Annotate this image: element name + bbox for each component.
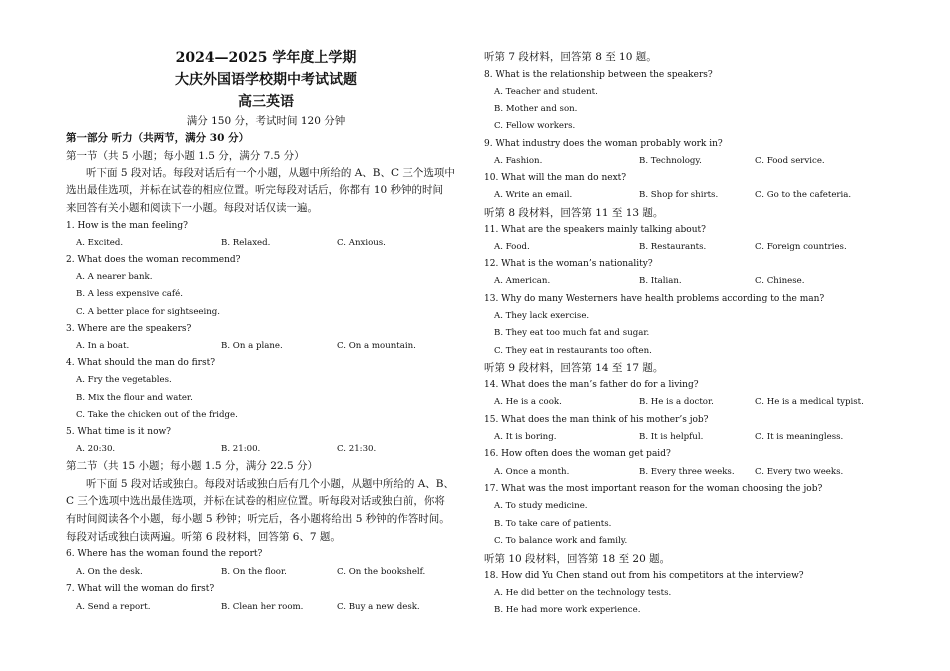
- question-5-option-a[interactable]: A. 20:30.: [76, 444, 116, 454]
- question-4-stem: 4. What should the man do first?: [66, 358, 216, 368]
- question-6-option-b[interactable]: B. On the floor.: [221, 567, 287, 577]
- question-16-option-a[interactable]: A. Once a month.: [494, 467, 570, 477]
- question-8-option-c[interactable]: C. Fellow workers.: [494, 121, 576, 131]
- material-9-heading: 听第 9 段材料，回答第 14 至 17 题。: [484, 362, 664, 374]
- question-2-option-c[interactable]: C. A better place for sightseeing.: [76, 307, 221, 317]
- question-12-stem: 12. What is the woman’s nationality?: [484, 259, 653, 269]
- school-exam-title: 大庆外国语学校期中考试试题: [175, 72, 357, 88]
- question-17-option-a[interactable]: A. To study medicine.: [494, 501, 588, 511]
- question-10-option-a[interactable]: A. Write an email.: [494, 190, 573, 200]
- subject-title: 高三英语: [238, 94, 294, 110]
- question-17-option-c[interactable]: C. To balance work and family.: [494, 536, 628, 546]
- question-2-stem: 2. What does the woman recommend?: [66, 255, 241, 265]
- section2-title: 第二节（共 15 小题；每小题 1.5 分，满分 22.5 分）: [66, 460, 318, 472]
- exam-year-heading: 2024—2025 学年度上学期: [175, 50, 357, 66]
- question-7-option-a[interactable]: A. Send a report.: [76, 602, 151, 612]
- question-16-stem: 16. How often does the woman get paid?: [484, 449, 671, 459]
- section1-instruction-line: 选出最佳选项，并标在试卷的相应位置。听完每段对话后，你都有 10 秒钟的时间: [66, 184, 444, 196]
- section1-instruction-line: 来回答有关小题和阅读下一小题。每段对话仅读一遍。: [66, 202, 318, 214]
- question-10-stem: 10. What will the man do next?: [484, 173, 627, 183]
- question-9-stem: 9. What industry does the woman probably work in?: [484, 139, 723, 149]
- material-7-heading: 听第 7 段材料，回答第 8 至 10 题。: [484, 51, 657, 63]
- question-15-option-c[interactable]: C. It is meaningless.: [755, 432, 844, 442]
- question-12-option-b[interactable]: B. Italian.: [639, 276, 682, 286]
- question-14-option-a[interactable]: A. He is a cook.: [494, 397, 562, 407]
- question-6-option-c[interactable]: C. On the bookshelf.: [337, 567, 426, 577]
- question-11-option-c[interactable]: C. Foreign countries.: [755, 242, 847, 252]
- question-8-option-b[interactable]: B. Mother and son.: [494, 104, 578, 114]
- question-13-stem: 13. Why do many Westerners have health problems according to the man?: [484, 294, 825, 304]
- material-8-heading: 听第 8 段材料，回答第 11 至 13 题。: [484, 207, 664, 219]
- question-8-option-a[interactable]: A. Teacher and student.: [494, 87, 598, 97]
- question-14-option-c[interactable]: C. He is a medical typist.: [755, 397, 864, 407]
- part1-title: 第一部分 听力（共两节，满分 30 分）: [66, 132, 250, 144]
- question-18-option-a[interactable]: A. He did better on the technology tests.: [494, 588, 672, 598]
- section1-title: 第一节（共 5 小题；每小题 1.5 分，满分 7.5 分）: [66, 150, 305, 162]
- question-3-stem: 3. Where are the speakers?: [66, 324, 192, 334]
- score-time-info: 满分 150 分，考试时间 120 分钟: [186, 115, 346, 127]
- question-11-option-a[interactable]: A. Food.: [494, 242, 530, 252]
- question-17-option-b[interactable]: B. To take care of patients.: [494, 519, 612, 529]
- material-10-heading: 听第 10 段材料，回答第 18 至 20 题。: [484, 553, 671, 565]
- question-11-stem: 11. What are the speakers mainly talking about?: [484, 225, 706, 235]
- section2-instruction-line: 有时间阅读各个小题，每小题 5 秒钟；听完后，各小题将给出 5 秒钟的作答时间。: [66, 513, 450, 525]
- question-4-option-b[interactable]: B. Mix the flour and water.: [76, 393, 193, 403]
- question-5-option-c[interactable]: C. 21:30.: [337, 444, 377, 454]
- question-4-option-c[interactable]: C. Take the chicken out of the fridge.: [76, 410, 238, 420]
- question-18-stem: 18. How did Yu Chen stand out from his competitors at the interview?: [484, 571, 804, 581]
- question-1-stem: 1. How is the man feeling?: [66, 221, 188, 231]
- question-7-stem: 7. What will the woman do first?: [66, 584, 215, 594]
- question-15-option-a[interactable]: A. It is boring.: [494, 432, 557, 442]
- question-11-option-b[interactable]: B. Restaurants.: [639, 242, 707, 252]
- question-3-option-c[interactable]: C. On a mountain.: [337, 341, 416, 351]
- question-13-option-b[interactable]: B. They eat too much fat and sugar.: [494, 328, 650, 338]
- question-14-option-b[interactable]: B. He is a doctor.: [639, 397, 714, 407]
- question-6-stem: 6. Where has the woman found the report?: [66, 549, 263, 559]
- question-1-option-a[interactable]: A. Excited.: [76, 238, 124, 248]
- question-2-option-b[interactable]: B. A less expensive café.: [76, 289, 183, 299]
- question-6-option-a[interactable]: A. On the desk.: [76, 567, 143, 577]
- question-9-option-b[interactable]: B. Technology.: [639, 156, 702, 166]
- question-8-stem: 8. What is the relationship between the speakers?: [484, 70, 713, 80]
- question-10-option-b[interactable]: B. Shop for shirts.: [639, 190, 719, 200]
- question-13-option-c[interactable]: C. They eat in restaurants too often.: [494, 346, 652, 356]
- question-9-option-a[interactable]: A. Fashion.: [494, 156, 543, 166]
- question-15-option-b[interactable]: B. It is helpful.: [639, 432, 704, 442]
- question-9-option-c[interactable]: C. Food service.: [755, 156, 825, 166]
- question-14-stem: 14. What does the man’s father do for a living?: [484, 380, 699, 390]
- section2-instruction-line: 听下面 5 段对话或独白。每段对话或独白后有几个小题，从题中所给的 A、B、: [86, 478, 454, 490]
- question-3-option-a[interactable]: A. In a boat.: [76, 341, 130, 351]
- question-7-option-c[interactable]: C. Buy a new desk.: [337, 602, 420, 612]
- question-12-option-c[interactable]: C. Chinese.: [755, 276, 805, 286]
- section2-instruction-line: C 三个选项中选出最佳选项，并标在试卷的相应位置。听每段对话或独白前，你将: [66, 495, 445, 507]
- question-13-option-a[interactable]: A. They lack exercise.: [494, 311, 590, 321]
- question-15-stem: 15. What does the man think of his mother’s job?: [484, 415, 709, 425]
- question-16-option-c[interactable]: C. Every two weeks.: [755, 467, 844, 477]
- question-4-option-a[interactable]: A. Fry the vegetables.: [76, 375, 172, 385]
- question-5-option-b[interactable]: B. 21:00.: [221, 444, 261, 454]
- question-5-stem: 5. What time is it now?: [66, 427, 172, 437]
- question-16-option-b[interactable]: B. Every three weeks.: [639, 467, 735, 477]
- section2-instruction-line: 每段对话或独白读两遍。听第 6 段材料，回答第 6、7 题。: [66, 531, 341, 543]
- question-7-option-b[interactable]: B. Clean her room.: [221, 602, 304, 612]
- question-10-option-c[interactable]: C. Go to the cafeteria.: [755, 190, 852, 200]
- question-12-option-a[interactable]: A. American.: [494, 276, 551, 286]
- question-3-option-b[interactable]: B. On a plane.: [221, 341, 283, 351]
- question-2-option-a[interactable]: A. A nearer bank.: [76, 272, 153, 282]
- section1-instruction-line: 听下面 5 段对话。每段对话后有一个小题，从题中所给的 A、B、C 三个选项中: [86, 167, 455, 179]
- question-17-stem: 17. What was the most important reason for the woman choosing the job?: [484, 484, 823, 494]
- question-1-option-b[interactable]: B. Relaxed.: [221, 238, 271, 248]
- question-1-option-c[interactable]: C. Anxious.: [337, 238, 386, 248]
- question-18-option-b[interactable]: B. He had more work experience.: [494, 605, 641, 615]
